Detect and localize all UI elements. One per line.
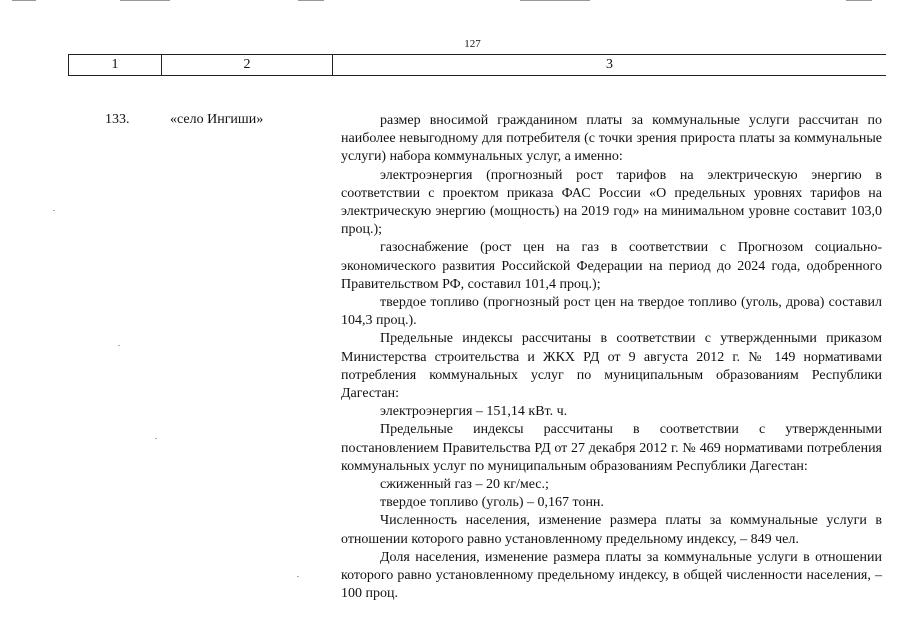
paragraph: Предельные индексы рассчитаны в соответствии с утвержденными приказом Министерства строительства и ЖКХ РД от 9 августа 2012 г. № 149 нормативами потребления коммунальных услуг по муниципальным образованиям Республики Дагестан: (341, 331, 882, 402)
paragraph: твердое топливо (прогнозный рост цен на твердое топливо (уголь, дрова) составил 104,3 проц.). (341, 295, 882, 329)
row-description (341, 112, 882, 603)
paragraph: электроэнергия (прогнозный рост тарифов на электрическую энергию в соответствии с проектом приказа ФАС России «О предельных уровнях тарифов на электрическую энергию (мощность) на 2019 год» на минимальном уровне составит 103,0 проц.); (341, 167, 882, 238)
paragraph: Доля населения, изменение размера платы за коммунальные услуги в отношении которого равно установленному предельному индексу, в общей численности населения, – 100 проц. (341, 549, 882, 602)
paragraph: Предельные индексы рассчитаны в соответствии с утвержденными постановлением Правительства РД от 27 декабря 2012 г. № 469 нормативами потребления коммунальных услуг по муниципальным образованиям Республики Дагестан: (341, 422, 882, 474)
scan-speck (155, 438, 157, 439)
scan-artifact-top (12, 0, 36, 1)
scan-artifact-top (520, 0, 590, 1)
table-header-row (68, 54, 886, 76)
scan-speck (53, 210, 55, 211)
paragraph: сжиженный газ – 20 кг/мес.; (380, 477, 549, 493)
table-header-cell-1: 1 (69, 55, 162, 75)
row-place-name: «село Ингиши» (170, 112, 264, 127)
paragraph: газоснабжение (рост цен на газ в соответствии с Прогнозом социально-экономического развития Российской Федерации на период до 2024 года, одобренного Правительством РФ, составил 101,4 проц.); (341, 240, 882, 292)
page-number: 127 (464, 38, 481, 50)
paragraph: Численность населения, изменение размера платы за коммунальные услуги в отношении которого равно установленному предельному индексу, – 849 чел. (341, 513, 882, 547)
paragraph: твердое топливо (уголь) – 0,167 тонн. (380, 495, 604, 511)
table-header-cell-3: 3 (606, 57, 613, 72)
scan-artifact-top (846, 0, 872, 1)
paragraph: электроэнергия – 151,14 кВт. ч. (380, 404, 568, 420)
scan-artifact-top (298, 0, 324, 1)
paragraph: размер вносимой гражданином платы за коммунальные услуги рассчитан по наиболее невыгодному для потребителя (с точки зрения прироста платы за коммунальные услуги) набора коммунальных услуг, а именно: (341, 113, 882, 165)
table-header-cell-2: 2 (162, 55, 333, 75)
scan-speck (118, 345, 120, 346)
scan-artifact-top (120, 0, 170, 1)
row-number: 133. (105, 112, 130, 127)
scan-speck (297, 576, 299, 577)
